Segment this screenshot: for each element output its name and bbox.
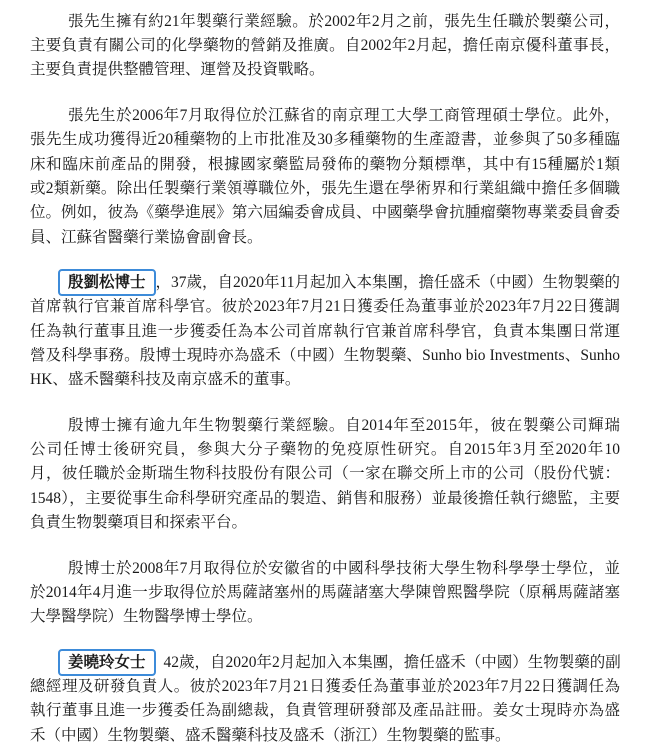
text-line: 床和臨床前產品的開發，根據國家藥監局發佈的藥物分類標準，其中有15種屬於1類	[30, 155, 620, 173]
text-line	[30, 271, 620, 295]
text-line: 負責生物製藥項目和探索平台。	[30, 514, 248, 532]
paragraph-yin-profile	[30, 271, 620, 392]
paragraph-zhang-experience	[30, 10, 620, 83]
text-line: 主要負責提供整體管理、運營及投資戰略。	[30, 61, 325, 79]
paragraph-zhang-education	[30, 104, 620, 250]
text-line: 營及科學事務。殷博士現時亦為盛禾（中國）生物製藥、Sunho bio Investments、Sunho	[30, 347, 621, 364]
text-line-remainder: ，37歲，自2020年11月起加入本集團，擔任盛禾（中國）生物製藥的	[155, 274, 620, 292]
text-line: 於2014年4月進一步取得位於馬薩諸塞州的馬薩諸塞大學陳曾熙醫學院（原稱馬薩諸塞	[30, 583, 620, 601]
text-line: 位。例如，彼為《藥學進展》第六屆編委會成員、中國藥學會抗腫瘤藥物專業委員會委	[30, 204, 620, 222]
text-line: 張先生成功獲得近20種藥物的上市批准及30多種藥物的生產證書，並參與了50多種臨	[30, 131, 620, 149]
text-line: 殷博士於2008年7月取得位於安徽省的中國科學技術大學生物科學學士學位，並	[68, 559, 620, 577]
text-line: 任為執行董事且進一步獲委任為本公司首席執行官兼首席科學官，負責本集團日常運	[30, 322, 620, 340]
text-line: 大學醫學院）生物醫學博士學位。	[30, 608, 263, 626]
text-line: 張先生擁有約21年製藥行業經驗。於2002年2月之前，張先生任職於製藥公司，	[68, 12, 620, 30]
person-name-highlight: 殷劉松博士	[58, 269, 156, 296]
text-line: 月，彼任職於金斯瑞生物科技股份有限公司（一家在聯交所上市的公司（股份代號：	[30, 465, 620, 483]
text-line: HK、盛禾醫藥科技及南京盛禾的董事。	[30, 371, 301, 389]
text-line: 首席執行官兼首席科學官。彼於2023年7月21日獲委任為董事並於2023年7月22日獲調	[30, 298, 620, 316]
text-line: 1548），主要從事生命科學研究產品的製造、銷售和服務）並最後擔任執行總監，主要	[30, 489, 620, 507]
text-line-remainder: 42歲，自2020年2月起加入本集團，擔任盛禾（中國）生物製藥的副	[163, 653, 621, 671]
text-line: 殷博士擁有逾九年生物製藥行業經驗。自2014年至2015年，彼在製藥公司輝瑞	[68, 416, 620, 434]
text-line: 張先生於2006年7月取得位於江蘇省的南京理工大學工商管理碩士學位。此外，	[68, 107, 620, 125]
text-line: 主要負責有關公司的化學藥物的營銷及推廣。自2002年2月起，擔任南京優科董事長，	[30, 37, 620, 55]
text-line: 總經理及研發負責人。彼於2023年7月21日獲委任為董事並於2023年7月22日獲調任為	[30, 678, 620, 696]
text-line: 公司任博士後研究員，參與大分子藥物的免疫原性研究。自2015年3月至2020年10	[30, 441, 620, 459]
person-name-highlight: 姜曉玲女士	[58, 649, 156, 676]
text-line: 員、江蘇省醫藥行業協會副會長。	[30, 228, 263, 246]
paragraph-yin-experience	[30, 414, 620, 535]
text-line: 或2類新藥。除出任製藥行業領導職位外，張先生還在學術界和行業組織中擔任多個職	[30, 179, 620, 197]
text-line: 禾（中國）生物製藥、盛禾醫藥科技及盛禾（浙江）生物製藥的監事。	[30, 726, 511, 744]
text-line: 執行董事且進一步獲委任為副總裁，負責管理研發部及產品註冊。姜女士現時亦為盛	[30, 702, 620, 720]
paragraph-yin-education	[30, 557, 620, 630]
paragraph-jiang-profile	[30, 651, 620, 748]
text-line	[30, 651, 620, 675]
